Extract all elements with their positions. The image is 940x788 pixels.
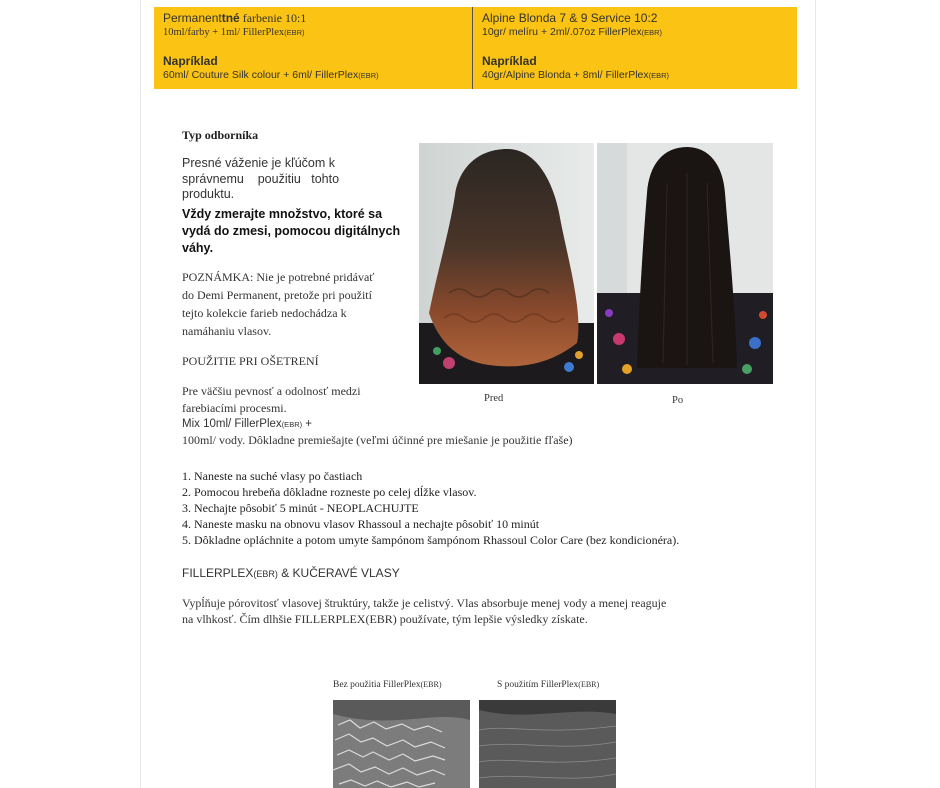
treatment-intro	[182, 383, 361, 417]
permanent-example-label: Napríklad	[163, 54, 218, 68]
curly-line: na vlhkosť. Čím dlhšie FILLERPLEX(EBR) používate, tým lepšie výsledky získate.	[182, 612, 588, 626]
alpine-example-label: Napríklad	[482, 54, 537, 68]
treatment-line: farebiacími procesmi.	[182, 401, 287, 415]
treatment-steps	[182, 468, 679, 548]
without-caption: Bez použitia FillerPlex(EBR)	[333, 680, 442, 690]
curly-heading: FILLERPLEX(EBR) & KUČERAVÉ VLASY	[182, 566, 400, 580]
step-item: 3. Nechajte pôsobiť 5 minút - NEOPLACHUJTE	[182, 501, 419, 515]
banner-divider	[472, 7, 473, 89]
after-caption: Po	[672, 395, 684, 406]
step-item: 5. Dôkladne opláchnite a potom umyte šampónom šampónom Rhassoul Color Care (bez kondicionéra).	[182, 533, 680, 547]
note-line: tejto kolekcie farieb nedochádza k	[182, 306, 347, 320]
before-photo	[419, 143, 594, 384]
tip-emphasis-line: Vždy zmerajte množstvo, ktoré sa	[182, 207, 383, 221]
permanent-title: Permanenttné farbenie 10:1	[163, 11, 307, 25]
curly-line: Vypĺňuje pórovitosť vlasovej štruktúry, takže je celistvý. Vlas absorbuje menej vody a menej reaguje	[182, 596, 667, 610]
note-line: do Demi Permanent, pretože pri použití	[182, 288, 372, 302]
mixing-ratio-banner	[154, 7, 797, 89]
tip-emphasis	[182, 206, 400, 257]
treatment-heading: POUŽITIE PRI OŠETRENÍ	[182, 354, 319, 368]
treatment-line: Pre väčšiu pevnosť a odolnosť medzi	[182, 384, 361, 398]
note-line: POZNÁMKA: Nie je potrebné pridávať	[182, 270, 375, 284]
mix-instructions: 100ml/ vody. Dôkladne premiešajte (veľmi účinné pre miešanie je použitie fľaše)	[182, 433, 573, 447]
step-item: 4. Naneste masku na obnovu vlasov Rhassoul a nechajte pôsobiť 10 minút	[182, 517, 540, 531]
curly-paragraph	[182, 595, 666, 627]
note-line: namáhaniu vlasov.	[182, 324, 272, 338]
alpine-ratio-line: 10gr/ melíru + 2ml/.07oz FillerPlex(EBR)	[482, 26, 663, 38]
tip-heading: Typ odborníka	[182, 128, 259, 142]
with-micrograph	[479, 700, 616, 788]
with-caption: S použitím FillerPlex(EBR)	[497, 680, 600, 690]
without-micrograph	[333, 700, 470, 788]
step-item: 2. Pomocou hrebeňa dôkladne rozneste po celej dĺžke vlasov.	[182, 485, 477, 499]
step-item: 1. Naneste na suché vlasy po častiach	[182, 469, 363, 483]
mix-line: Mix 10ml/ FillerPlex(EBR) +	[182, 418, 313, 430]
tip-note	[182, 268, 374, 340]
permanent-ratio-line: 10ml/farby + 1ml/ FillerPlex(EBR)	[163, 27, 305, 38]
tip-intro-line: produktu.	[182, 187, 235, 201]
tip-emphasis-line: vydá do zmesi, pomocou digitálnych	[182, 224, 401, 238]
alpine-example-line: 40gr/Alpine Blonda + 8ml/ FillerPlex(EBR)	[482, 69, 670, 81]
tip-intro	[182, 156, 339, 203]
alpine-title: Alpine Blonda 7 & 9 Service 10:2	[482, 11, 658, 25]
tip-emphasis-line: váhy.	[182, 241, 214, 255]
permanent-example-line: 60ml/ Couture Silk colour + 6ml/ FillerPlex(EBR)	[163, 69, 379, 81]
tip-intro-line: Presné váženie je kľúčom k	[182, 156, 336, 170]
tip-intro-line: správnemu použitiu tohto	[182, 171, 340, 186]
after-photo	[597, 143, 773, 384]
before-caption: Pred	[484, 393, 504, 404]
